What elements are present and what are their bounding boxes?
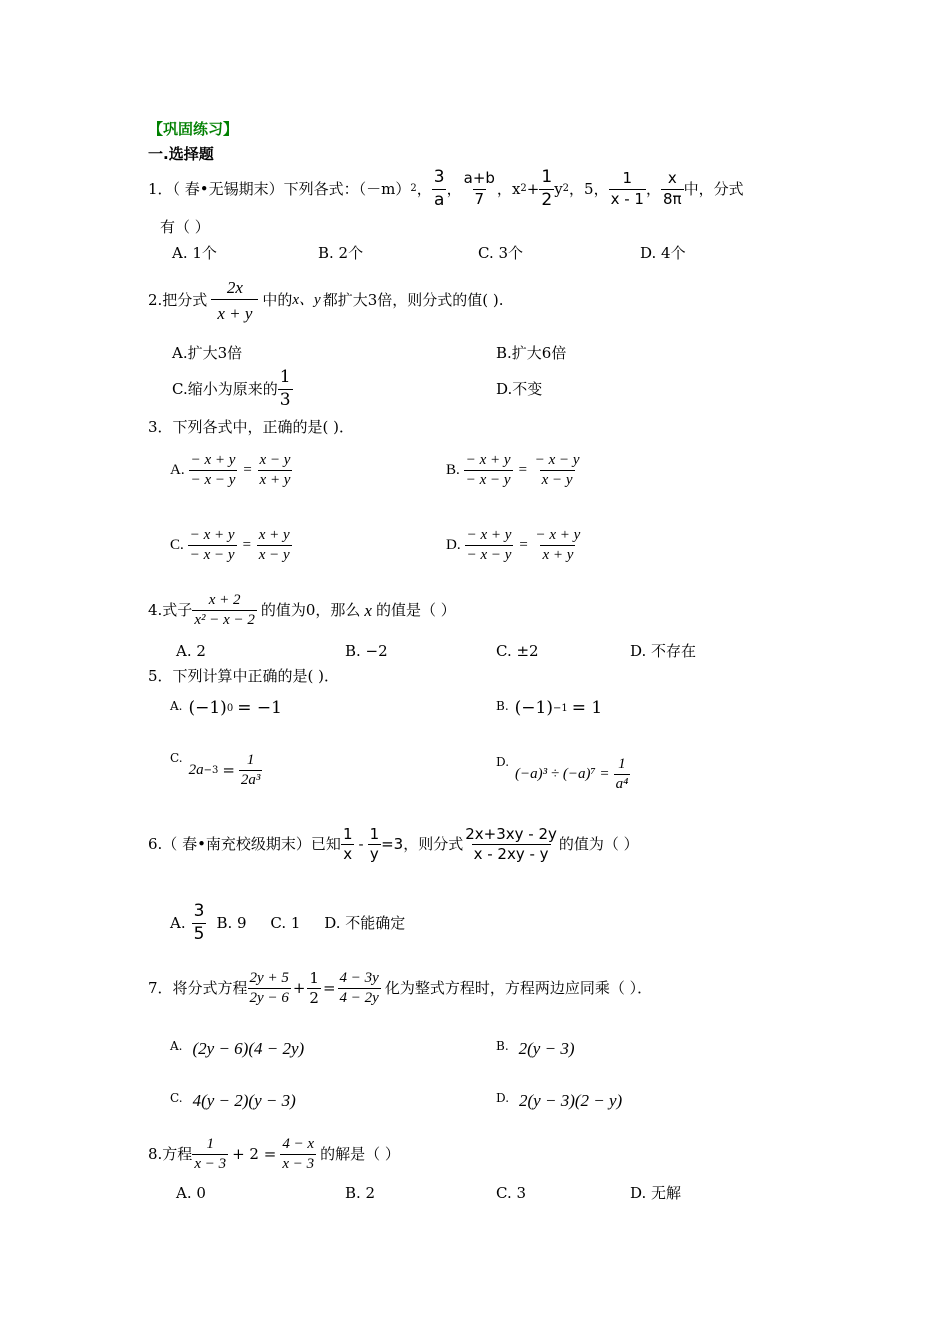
q4-fraction: $\frac{x + 2}{\text{x² − x − 2}}$	[194, 592, 255, 629]
question-7: 7．将分式方程 $\frac{2y + 5}{2y - 6}$ + $\frac{1}{2}$ = $\frac{4 - 3y}{4 - 2y}$ 化为整式方程时，方程两边应同乘（ ）．	[148, 969, 653, 1008]
q5-c-fraction: $\frac{1}{\text{2a³}}$	[240, 752, 261, 789]
q3-option-b: B. $\frac{- x + y}{- x - y}$ = $\frac{- x - y}{x - y}$	[446, 452, 580, 489]
q1-fraction-5: $\frac{x}{8\pi}$	[662, 169, 682, 208]
q3-d-right: $\frac{- x + y}{x + y}$	[535, 527, 581, 564]
q3-option-d: D. $\frac{- x + y}{- x - y}$ = $\frac{- x + y}{x + y}$	[446, 527, 581, 564]
q5-option-a: A. (−1) 0 = −1	[170, 698, 282, 718]
q7-option-d: D. 2(y − 3)(2 − y)	[496, 1091, 623, 1110]
q6-option-a-fraction: $\frac{3}{5}$	[193, 901, 205, 944]
q1-fraction-4: $\frac{1}{x - 1}$	[610, 169, 644, 208]
question-1: 1．（ 春•无锡期末）下列各式：（－m） 2 ， $\frac{3}{a}$ ， $\frac{a+b}{7}$ ， x 2 + $\frac{1}{2}$ y 2 ，5， $\frac{1}{x - 1}$ ， $\frac{x}{8\pi}$ 中，分式	[148, 167, 744, 210]
q2-option-c: C.缩小为原来的 $\frac{1}{3}$	[172, 367, 291, 410]
q6-fraction-2: $\frac{1}{y}$	[369, 825, 380, 864]
q4-option-d: D. 不存在	[630, 642, 697, 660]
q8-option-b: B. 2	[345, 1184, 376, 1202]
q5-stem: 5．下列计算中正确的是( )．	[148, 667, 340, 685]
question-4: 4.式子 $\frac{x + 2}{\text{x² − x − 2}}$ 的值为0，那么 x 的值是（ ）	[148, 592, 456, 629]
q1-fraction-3: $\frac{1}{2}$	[541, 167, 553, 210]
q3-option-a: A. $\frac{- x + y}{- x - y}$ = $\frac{x - y}{x + y}$	[170, 452, 291, 489]
q3-a-left: $\frac{- x + y}{- x - y}$	[190, 452, 236, 489]
q6-options: A. $\frac{3}{5}$ B. 9 C. 1 D. 不能确定	[170, 901, 406, 944]
q8-option-a: A. 0	[176, 1184, 206, 1202]
q8-option-d: D. 无解	[630, 1184, 682, 1202]
q6-fraction-3: $\frac{2x+3xy - 2y}{x - 2xy - y}$	[465, 825, 557, 864]
q4-option-c: C. ±2	[496, 642, 539, 660]
q7-option-a: A. (2y − 6)(4 − 2y)	[170, 1039, 305, 1058]
q3-b-left: $\frac{- x + y}{- x - y}$	[465, 452, 511, 489]
q1-option-d: D. 4个	[640, 244, 686, 262]
q7-option-c: C. 4(y − 2)(y − 3)	[170, 1091, 296, 1110]
q1-fraction-2: $\frac{a+b}{7}$	[463, 169, 495, 208]
q7-option-b: B. 2(y − 3)	[496, 1039, 575, 1058]
q4-option-b: B. −2	[345, 642, 388, 660]
q7-fraction-2: $\frac{1}{2}$	[309, 969, 319, 1008]
q3-c-left: $\frac{- x + y}{- x - y}$	[189, 527, 235, 564]
q5-option-d: D. (−a)³ ÷ (−a)⁷ = $\frac{1}{\text{a⁴}}$	[496, 755, 629, 793]
section-title: 【巩固练习】	[148, 120, 239, 138]
q8-fraction-1: $\frac{1}{x - 3}$	[194, 1136, 227, 1173]
q3-d-left: $\frac{- x + y}{- x - y}$	[466, 527, 512, 564]
q5-d-fraction: $\frac{1}{\text{a⁴}}$	[615, 756, 629, 793]
q3-b-right: $\frac{- x - y}{x - y}$	[534, 452, 580, 489]
section-subtitle: 一.选择题	[148, 145, 214, 163]
question-2: 2.把分式 $\frac{2x}{x + y}$ 中的 x、y 都扩大3倍，则分式的值( ).	[148, 278, 504, 323]
q6-fraction-1: $\frac{1}{x}$	[342, 825, 353, 864]
q5-option-b: B. (−1) −1 = 1	[496, 698, 603, 718]
q1-exponent: 2	[410, 183, 417, 195]
q8-option-c: C. 3	[496, 1184, 527, 1202]
q2-option-a: A.扩大3倍	[172, 344, 243, 362]
q1-fraction-1: $\frac{3}{a}$	[433, 167, 445, 210]
q4-option-a: A. 2	[176, 642, 206, 660]
q2-option-b: B.扩大6倍	[496, 344, 567, 362]
q1-line2: 有（ ）	[160, 218, 210, 236]
q3-option-c: C. $\frac{- x + y}{- x - y}$ = $\frac{x + y}{x - y}$	[170, 527, 290, 564]
q2-option-c-fraction: $\frac{1}{3}$	[279, 367, 291, 410]
q3-c-right: $\frac{x + y}{x - y}$	[258, 527, 290, 564]
q3-stem: 3．下列各式中，正确的是( )．	[148, 418, 355, 436]
q1-option-c: C. 3个	[478, 244, 524, 262]
q2-fraction: $\frac{2x}{x + y}$	[211, 278, 258, 323]
q3-a-right: $\frac{x - y}{x + y}$	[259, 452, 291, 489]
q1-prefix: 1．（ 春•无锡期末）下列各式：（－m）	[148, 179, 411, 198]
question-6: 6.（ 春•南充校级期末）已知 $\frac{1}{x}$ - $\frac{1}{y}$ =3 ，则分式 $\frac{2x+3xy - 2y}{x - 2xy - y}$ 的值为（ ）	[148, 825, 639, 864]
q5-option-c: C. 2a −3 = $\frac{1}{\text{2a³}}$	[170, 751, 261, 789]
q8-fraction-2: $\frac{4 - x}{x - 3}$	[282, 1136, 315, 1173]
question-8: 8.方程 $\frac{1}{x - 3}$ + 2 = $\frac{4 - x}{x - 3}$ 的解是（ ）	[148, 1136, 400, 1173]
q7-fraction-3: $\frac{4 - 3y}{4 - 2y}$	[339, 970, 379, 1007]
q1-option-a: A. 1个	[172, 244, 217, 262]
q1-option-b: B. 2个	[318, 244, 364, 262]
q7-fraction-1: $\frac{2y + 5}{2y - 6}$	[249, 970, 289, 1007]
q2-option-d: D.不变	[496, 380, 543, 398]
